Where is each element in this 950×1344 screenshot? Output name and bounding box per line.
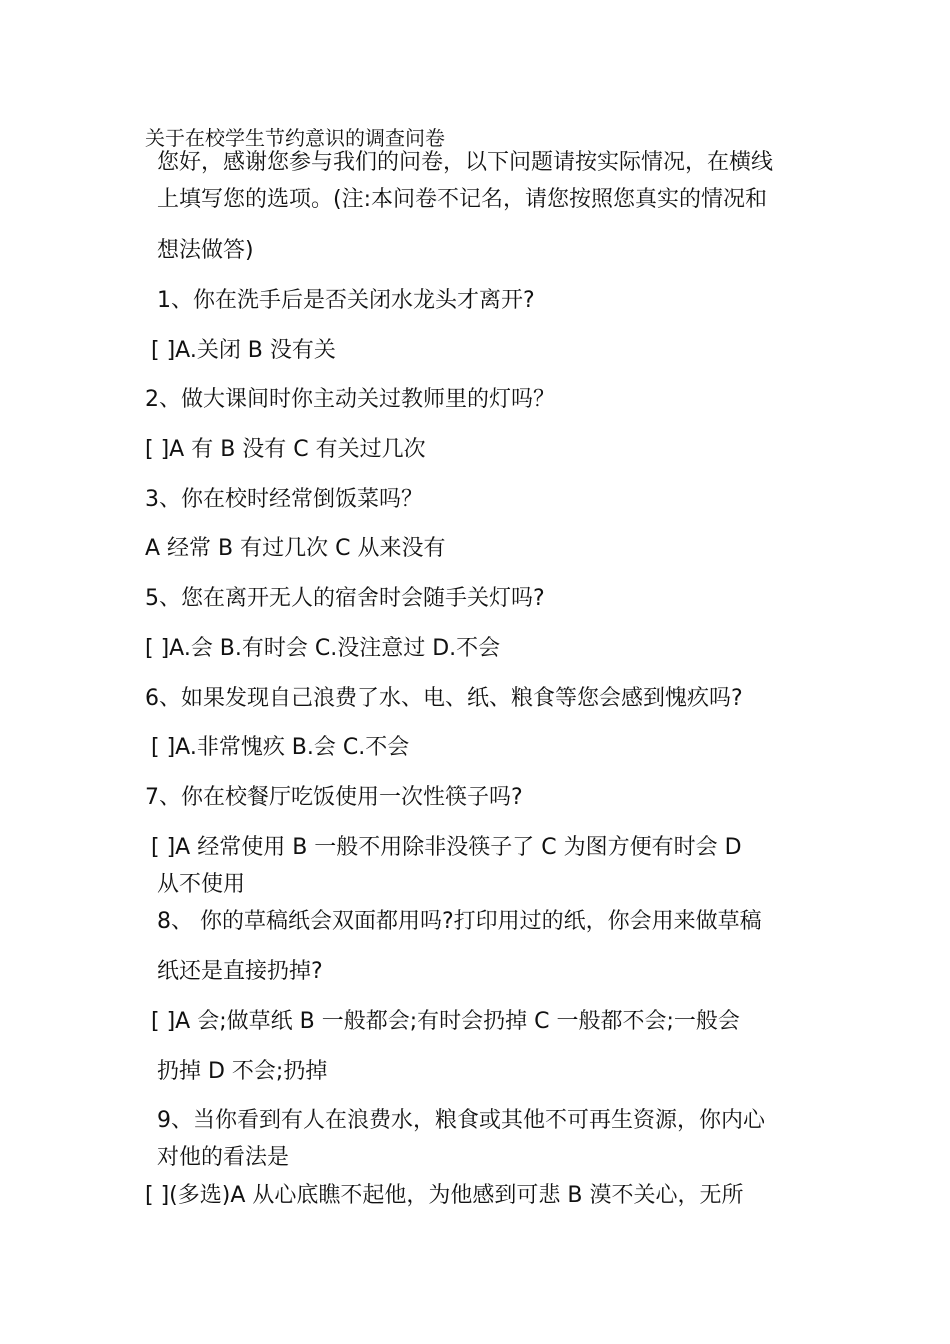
question-8-line-1: 8、 你的草稿纸会双面都用吗?打印用过的纸，你会用来做草稿 (157, 909, 762, 934)
question-9-options-line-1: [ ](多选)A 从心底瞧不起他，为他感到可悲 B 漠不关心，无所 (145, 1183, 744, 1208)
question-7-options-line-2: 从不使用 (157, 872, 246, 897)
question-3: 3、你在校时经常倒饭菜吗？ (145, 487, 423, 512)
question-5-options: [ ]A.会 B.有时会 C.没注意过 D.不会 (145, 636, 501, 661)
question-8-options-line-1: [ ]A 会;做草纸 B 一般都会;有时会扔掉 C 一般都不会;一般会 (151, 1009, 740, 1034)
question-6-options: [ ]A.非常愧疚 B.会 C.不会 (151, 735, 410, 760)
document-title: 关于在校学生节约意识的调查问卷 (145, 126, 445, 150)
question-8-options-line-2: 扔掉 D 不会;扔掉 (157, 1059, 328, 1084)
question-2-options: [ ]A 有 B 没有 C 有关过几次 (145, 437, 426, 462)
question-9-line-2: 对他的看法是 (157, 1145, 290, 1170)
question-3-options: A 经常 B 有过几次 C 从来没有 (145, 536, 446, 561)
intro-line-3: 想法做答) (157, 238, 254, 263)
question-2: 2、做大课间时你主动关过教师里的灯吗？ (145, 387, 555, 412)
intro-line-2: 上填写您的选项。(注:本问卷不记名，请您按照您真实的情况和 (157, 187, 767, 212)
question-5: 5、您在离开无人的宿舍时会随手关灯吗? (145, 586, 545, 611)
intro-line-1: 您好，感谢您参与我们的问卷，以下问题请按实际情况，在横线 (157, 150, 774, 175)
question-8-line-2: 纸还是直接扔掉? (157, 959, 323, 984)
question-7-options-line-1: [ ]A 经常使用 B 一般不用除非没筷子了 C 为图方便有时会 D (151, 835, 742, 860)
question-1-options: [ ]A.关闭 B 没有关 (151, 338, 336, 363)
question-6: 6、如果发现自己浪费了水、电、纸、粮食等您会感到愧疚吗? (145, 686, 743, 711)
question-1: 1、你在洗手后是否关闭水龙头才离开? (157, 288, 535, 313)
question-7: 7、你在校餐厅吃饭使用一次性筷子吗? (145, 785, 523, 810)
question-9-line-1: 9、当你看到有人在浪费水，粮食或其他不可再生资源，你内心 (157, 1108, 765, 1133)
